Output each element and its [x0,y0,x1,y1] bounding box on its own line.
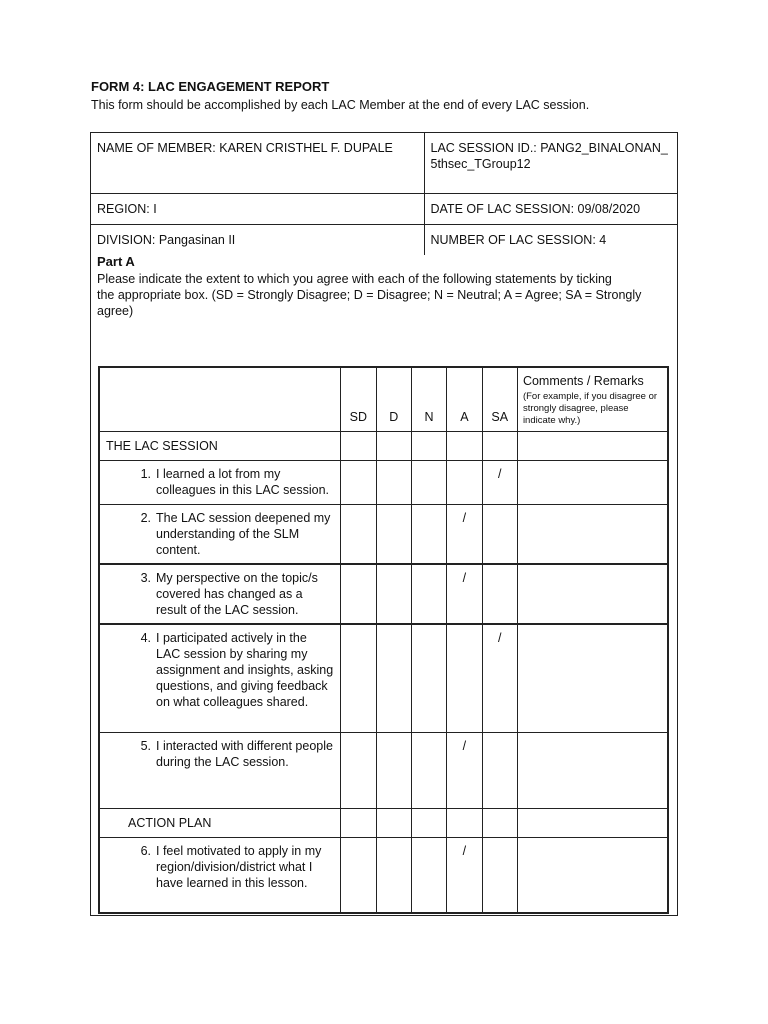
statement-text: I learned a lot from my colleagues in this LAC session. [156,466,330,497]
tick-mark: / [462,843,467,858]
statement-cell [99,504,341,564]
rating-cell-sd[interactable] [341,460,376,504]
table-row [99,460,668,504]
statement-number: 3. [140,571,151,585]
col-n: N [411,367,446,431]
rating-cell-n[interactable] [411,837,446,913]
col-d: D [376,367,411,431]
tick-mark: / [462,571,467,585]
member-name: NAME OF MEMBER: KAREN CRISTHEL F. DUPALE [91,133,424,193]
table-row [99,837,668,913]
statement-cell [99,624,341,732]
rating-cell-sa[interactable] [482,460,517,504]
table-row [99,564,668,624]
tick-mark: / [498,631,502,645]
part-a-instructions-line-1: Please indicate the extent to which you agree with each of the following statements by ticking [97,272,612,286]
statement-text: I feel motivated to apply in my region/division/district what I have learned in this lesson. [156,843,322,890]
form-title: FORM 4: LAC ENGAGEMENT REPORT [91,79,330,94]
statement-number: 2. [140,510,151,525]
rating-cell-n[interactable] [411,624,446,732]
rating-cell-sd[interactable] [341,732,376,808]
rating-table [98,366,669,914]
comment-cell[interactable] [517,460,668,504]
col-a: A [447,367,482,431]
rating-cell-a[interactable] [447,837,482,913]
division: DIVISION: Pangasinan II [91,224,424,255]
rating-cell-n[interactable] [411,564,446,624]
rating-cell-sa[interactable] [482,504,517,564]
col-sa: SA [482,367,517,431]
comment-cell[interactable] [517,624,668,732]
tick-mark: / [462,510,467,525]
tick-mark: / [498,466,502,481]
rating-cell-d[interactable] [376,624,411,732]
col-sd: SD [341,367,376,431]
tick-mark: / [462,738,467,753]
rating-cell-n[interactable] [411,732,446,808]
rating-cell-a[interactable] [447,504,482,564]
statement-number: 1. [140,466,151,481]
statement-text: The LAC session deepened my understanding of the SLM content. [156,510,331,557]
comments-header [517,367,668,431]
session-date: DATE OF LAC SESSION: 09/08/2020 [424,193,677,224]
region: REGION: I [91,193,424,224]
comment-cell[interactable] [517,837,668,913]
section-lac-session: THE LAC SESSION [99,431,341,460]
rating-cell-sd[interactable] [341,837,376,913]
statement-text: I participated actively in the LAC session by sharing my assignment and insights, asking questions, and giving feedback on what colleagues shared. [156,631,334,709]
rating-cell-sa[interactable] [482,732,517,808]
rating-cell-d[interactable] [376,837,411,913]
rating-cell-sa[interactable] [482,837,517,913]
rating-cell-a[interactable] [447,624,482,732]
comments-title: Comments / Remarks [522,374,644,388]
rating-cell-d[interactable] [376,460,411,504]
rating-cell-sd[interactable] [341,564,376,624]
table-row [99,504,668,564]
rating-cell-a[interactable] [447,564,482,624]
rating-cell-n[interactable] [411,504,446,564]
rating-cell-sa[interactable] [482,564,517,624]
statement-text: My perspective on the topic/s covered has changed as a result of the LAC session. [156,571,318,617]
statement-number: 6. [140,843,151,858]
rating-cell-a[interactable] [447,732,482,808]
comments-note: (For example, if you disagree or strongly disagree, please indicate why.) [522,391,658,426]
rating-cell-a[interactable] [447,460,482,504]
part-a-instructions-line-2: the appropriate box. (SD = Strongly Disagree; D = Disagree; N = Neutral; A = Agree; SA = Strongly agree) [97,288,642,318]
statement-number: 5. [140,738,151,753]
session-number: NUMBER OF LAC SESSION: 4 [424,224,677,255]
part-a-section [97,254,657,319]
table-row [99,732,668,808]
statement-cell [99,837,341,913]
statement-text: I interacted with different people during the LAC session. [156,738,333,769]
rating-cell-d[interactable] [376,504,411,564]
comment-cell[interactable] [517,732,668,808]
session-id: LAC SESSION ID.: PANG2_BINALONAN_5thsec_TGroup12 [424,133,677,193]
form-box [90,132,678,916]
statement-number: 4. [140,631,151,645]
rating-cell-d[interactable] [376,564,411,624]
comment-cell[interactable] [517,504,668,564]
member-info-table [91,133,677,255]
rating-cell-sa[interactable] [482,624,517,732]
form-subtitle: This form should be accomplished by each LAC Member at the end of every LAC session. [91,98,590,112]
statement-cell [99,564,341,624]
section-action-plan: ACTION PLAN [99,808,341,837]
part-a-title: Part A [97,254,135,269]
statement-header [99,367,341,431]
statement-cell [99,460,341,504]
rating-cell-d[interactable] [376,732,411,808]
rating-cell-n[interactable] [411,460,446,504]
comment-cell[interactable] [517,564,668,624]
table-row [99,624,668,732]
rating-cell-sd[interactable] [341,504,376,564]
rating-cell-sd[interactable] [341,624,376,732]
statement-cell [99,732,341,808]
